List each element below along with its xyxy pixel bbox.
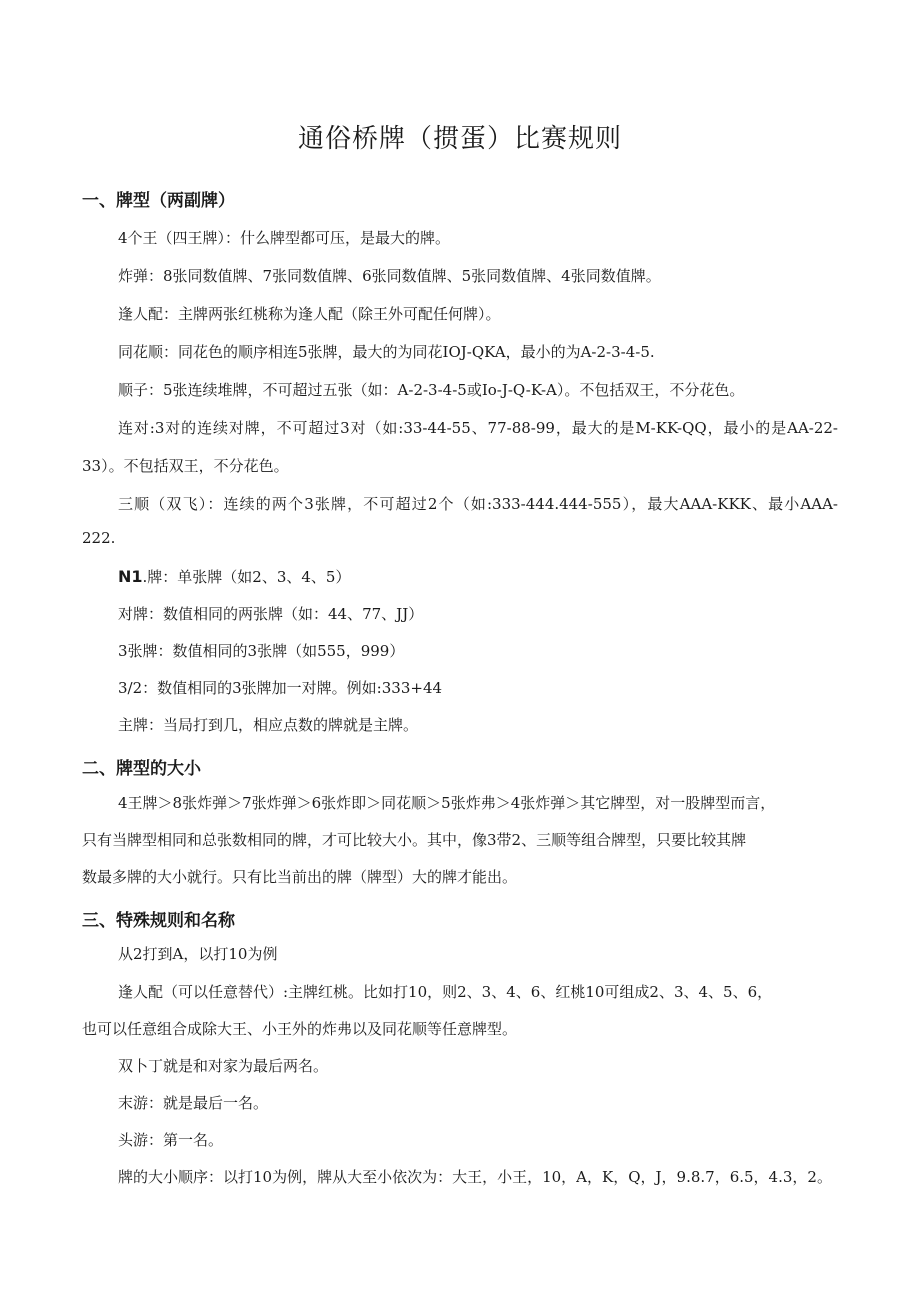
paragraph: 4王牌＞8张炸弹＞7张炸弹＞6张炸即＞同花顺＞5张炸弗＞4张炸弹＞其它牌型，对一股牌型而言， bbox=[118, 794, 776, 812]
paragraph: 末游：就是最后一名。 bbox=[118, 1094, 269, 1112]
paragraph: 炸弹：8张同数值牌、7张同数值牌、6张同数值牌、5张同数值牌、4张同数值牌。 bbox=[118, 267, 661, 285]
paragraph: 对牌：数值相同的两张牌（如：44、77、JJ） bbox=[118, 605, 424, 623]
paragraph-continuation: 33）。不包括双王，不分花色。 bbox=[82, 457, 289, 475]
paragraph: 双卜丁就是和对家为最后两名。 bbox=[118, 1057, 329, 1075]
paragraph: 三顺（双飞）：连续的两个3张牌，不可超过2个（如:333-444.444-555），最大AAA-KKK、最小AAA- bbox=[118, 495, 838, 513]
paragraph: 3/2：数值相同的3张牌加一对牌。例如:333+44 bbox=[118, 679, 443, 697]
paragraph: 4个王（四王牌）：什么牌型都可压，是最大的牌。 bbox=[118, 229, 451, 247]
paragraph: 逢人配（可以任意替代）:主牌红桃。比如打10，则2、3、4、6、红桃10可组成2、3、4、5、6， bbox=[118, 983, 773, 1001]
paragraph: 同花顺：同花色的顺序相连5张牌，最大的为同花IOJ-QKA，最小的为A-2-3-4-5. bbox=[118, 343, 655, 361]
paragraph: 头游：第一名。 bbox=[118, 1131, 224, 1149]
paragraph: 3张牌：数值相同的3张牌（如555，999） bbox=[118, 642, 405, 660]
section-heading-card-types: 一、牌型（两副牌） bbox=[82, 191, 235, 211]
paragraph-continuation: 222. bbox=[82, 529, 116, 547]
section-heading-card-ranking: 二、牌型的大小 bbox=[82, 759, 201, 779]
paragraph: 主牌：当局打到几，相应点数的牌就是主牌。 bbox=[118, 716, 419, 734]
document-title: 通俗桥牌（掼蛋）比赛规则 bbox=[297, 124, 622, 154]
paragraph-continuation: 数最多牌的大小就行。只有比当前出的牌（牌型）大的牌才能出。 bbox=[82, 868, 518, 886]
paragraph: 顺子：5张连续堆牌，不可超过五张（如：A-2-3-4-5或Io-J-Q-K-A）。不包括双王，不分花色。 bbox=[118, 381, 745, 399]
paragraph: 从2打到A，以打10为例 bbox=[118, 945, 278, 963]
paragraph-continuation: 只有当牌型相同和总张数相同的牌，才可比较大小。其中，像3带2、三顺等组合牌型，只要比较其牌 bbox=[82, 831, 747, 849]
section-heading-special-rules: 三、特殊规则和名称 bbox=[82, 911, 235, 931]
paragraph: 牌的大小顺序：以打10为例，牌从大至小依次为：大王，小王，10，A，K，Q，J，9.8.7，6.5，4.3，2。 bbox=[118, 1168, 832, 1186]
n1-text: .牌：单张牌（如2、3、4、5） bbox=[142, 568, 351, 586]
n1-label: N1 bbox=[118, 567, 143, 586]
paragraph-single-card bbox=[118, 566, 350, 587]
paragraph: 逢人配：主牌两张红桃称为逢人配（除王外可配任何牌）。 bbox=[118, 305, 501, 323]
paragraph-continuation: 也可以任意组合成除大王、小王外的炸弗以及同花顺等任意牌型。 bbox=[82, 1020, 518, 1038]
paragraph: 连对:3对的连续对牌，不可超过3对（如:33-44-55、77-88-99，最大的是M-KK-QQ，最小的是AA-22- bbox=[118, 419, 838, 437]
